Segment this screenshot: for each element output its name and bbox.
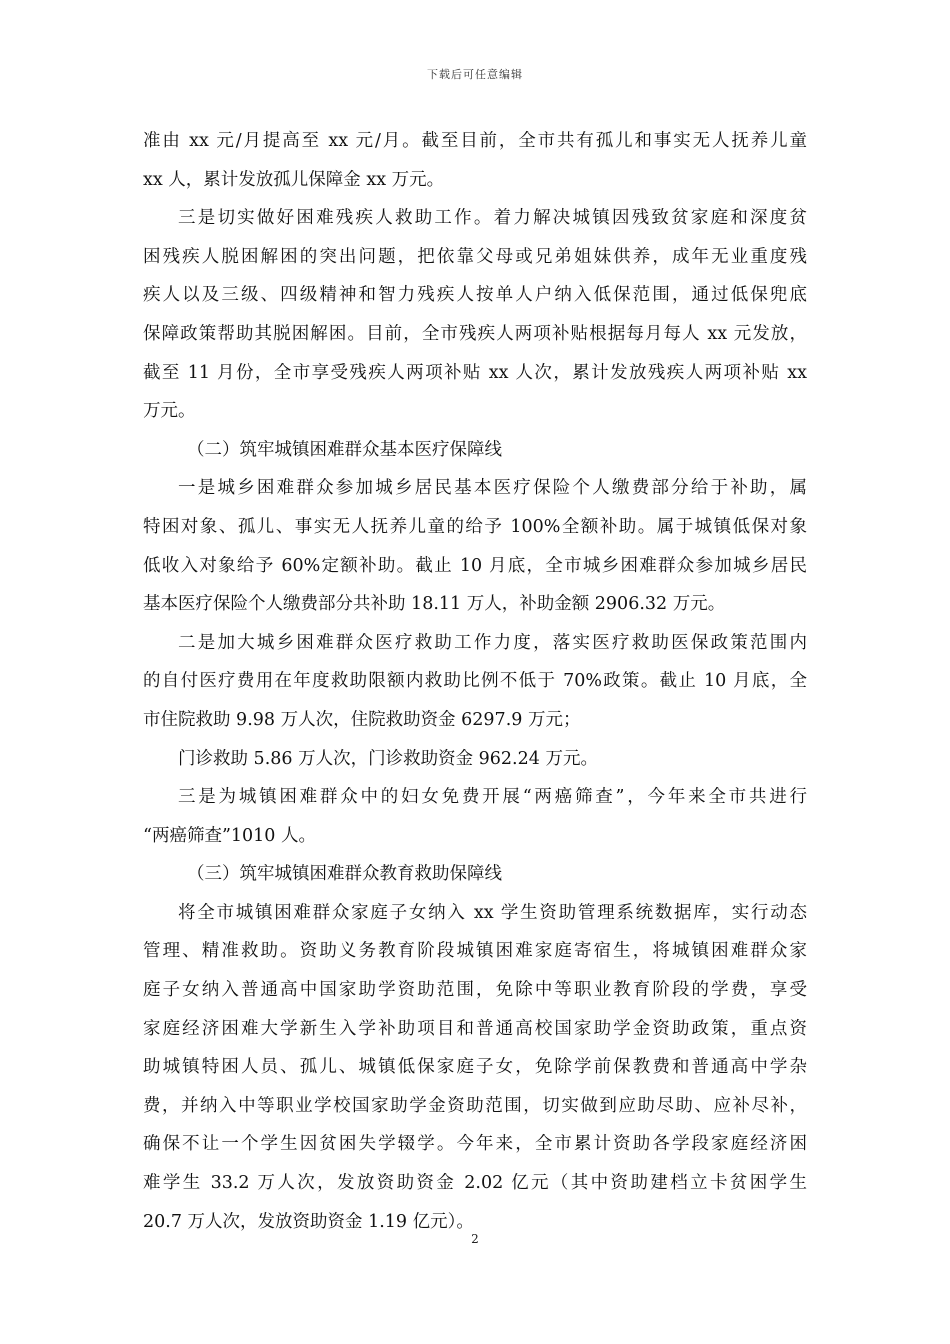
body-line: 困残疾人脱困解困的突出问题，把依靠父母或兄弟姐妹供养，成年无业重度残 [143, 246, 807, 267]
body-line: 准由 xx 元/月提高至 xx 元/月。截至目前，全市共有孤儿和事实无人抚养儿童 [143, 131, 807, 151]
body-line: 的自付医疗费用在年度救助限额内救助比例不低于 70%政策。截止 10 月底，全 [143, 671, 807, 692]
body-line: 难学生 33.2 万人次，发放资助资金 2.02 亿元（其中资助建档立卡贫困学生 [143, 1173, 807, 1194]
page-header: 下载后可任意编辑 [427, 68, 523, 81]
paragraph-first-line: 二是加大城乡困难群众医疗救助工作力度，落实医疗救助医保政策范围内 [178, 632, 807, 653]
body-line: 万元。 [143, 401, 196, 422]
body-line: 市住院救助 9.98 万人次，住院救助资金 6297.9 万元； [143, 709, 581, 730]
body-line: 保障政策帮助其脱困解困。目前，全市残疾人两项补贴根据每月每人 xx 元发放， [143, 323, 807, 344]
body-line: 助城镇特困人员、孤儿、城镇低保家庭子女，免除学前保教费和普通高中学杂 [143, 1057, 807, 1078]
page-number: 2 [471, 1232, 479, 1246]
paragraph-first-line: 三是为城镇困难群众中的妇女免费开展“两癌筛查”，今年来全市共进行 [178, 787, 807, 808]
section-heading: （三）筑牢城镇困难群众教育救助保障线 [187, 864, 502, 885]
section-heading: （二）筑牢城镇困难群众基本医疗保障线 [187, 439, 502, 460]
paragraph-first-line: 一是城乡困难群众参加城乡居民基本医疗保险个人缴费部分给于补助，属 [178, 478, 807, 499]
body-line: 费，并纳入中等职业学校国家助学金资助范围，切实做到应助尽助、应补尽补， [143, 1095, 807, 1116]
body-line: 确保不让一个学生因贫困失学辍学。今年来，全市累计资助各学段家庭经济困 [143, 1134, 807, 1155]
body-line: 家庭经济困难大学新生入学补助项目和普通高校国家助学金资助政策，重点资 [143, 1018, 807, 1039]
body-line: 庭子女纳入普通高中国家助学资助范围，免除中等职业教育阶段的学费，享受 [143, 980, 807, 1001]
body-line: “两癌筛查”1010 人。 [143, 825, 316, 846]
paragraph-first-line: 门诊救助 5.86 万人次，门诊救助资金 962.24 万元。 [178, 748, 598, 769]
body-line: 疾人以及三级、四级精神和智力残疾人按单人户纳入低保范围，通过低保兜底 [143, 285, 807, 306]
body-line: 截至 11 月份，全市享受残疾人两项补贴 xx 人次，累计发放残疾人两项补贴 xx [143, 362, 807, 383]
body-line: 低收入对象给予 60%定额补助。截止 10 月底，全市城乡困难群众参加城乡居民 [143, 555, 807, 576]
paragraph-first-line: 将全市城镇困难群众家庭子女纳入 xx 学生资助管理系统数据库，实行动态 [178, 902, 807, 923]
paragraph-first-line: 三是切实做好困难残疾人救助工作。着力解决城镇因残致贫家庭和深度贫 [178, 208, 807, 229]
body-line: 基本医疗保险个人缴费部分共补助 18.11 万人，补助金额 2906.32 万元。 [143, 594, 726, 615]
body-line: 特困对象、孤儿、事实无人抚养儿童的给予 100%全额补助。属于城镇低保对象 [143, 516, 807, 537]
body-line: xx 人，累计发放孤儿保障金 xx 万元。 [143, 169, 445, 190]
body-line: 20.7 万人次，发放资助资金 1.19 亿元）。 [143, 1211, 474, 1232]
document-body [143, 122, 807, 1241]
body-line: 管理、精准救助。资助义务教育阶段城镇困难家庭寄宿生，将城镇困难群众家 [143, 941, 807, 962]
